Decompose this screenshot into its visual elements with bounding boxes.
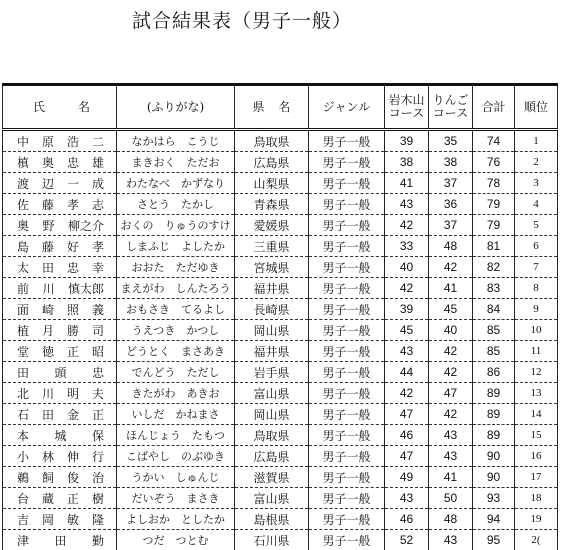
name-char: 頭 [54, 364, 66, 381]
header-course1-line: コース [385, 107, 428, 120]
name-char: 行 [92, 448, 104, 465]
cell-pref: 鳥取県 [235, 425, 309, 446]
cell-genre: 男子一般 [309, 299, 385, 320]
name-char: 藤 [42, 196, 54, 213]
cell-course2: 38 [429, 152, 473, 173]
cell-total: 95 [473, 530, 515, 550]
name-char: 忠 [67, 259, 79, 276]
cell-pref: 山梨県 [235, 173, 309, 194]
cell-course2: 36 [429, 194, 473, 215]
cell-course1: 43 [385, 341, 429, 362]
cell-kana: こばやし のぶゆき [117, 446, 235, 467]
cell-name [3, 341, 117, 362]
name-char: 奥 [42, 154, 54, 171]
name-char: 一 [67, 175, 79, 192]
cell-rank: 14 [515, 404, 558, 425]
table-row [3, 278, 558, 299]
cell-pref: 石川県 [235, 530, 309, 550]
cell-rank: 18 [515, 488, 558, 509]
cell-name [3, 236, 117, 257]
table-row [3, 299, 558, 320]
name-char: 林 [42, 448, 54, 465]
table-row [3, 530, 558, 550]
name-char: 面 [17, 301, 29, 318]
name-char: 二 [92, 133, 104, 150]
cell-name [3, 320, 117, 341]
name-char: 前 [17, 280, 29, 297]
table-row [3, 236, 558, 257]
cell-rank: 5 [515, 215, 558, 236]
cell-genre: 男子一般 [309, 152, 385, 173]
cell-name [3, 194, 117, 215]
name-char: 奥 [17, 217, 29, 234]
cell-total: 79 [473, 215, 515, 236]
table-row [3, 194, 558, 215]
name-char: 北 [17, 385, 29, 402]
cell-name [3, 362, 117, 383]
cell-course2: 37 [429, 173, 473, 194]
cell-pref: 広島県 [235, 152, 309, 173]
header-course1 [385, 85, 429, 130]
cell-genre: 男子一般 [309, 278, 385, 299]
cell-total: 83 [473, 278, 515, 299]
name-char: 石 [17, 406, 29, 423]
cell-genre: 男子一般 [309, 425, 385, 446]
cell-pref: 福井県 [235, 278, 309, 299]
cell-genre: 男子一般 [309, 446, 385, 467]
cell-kana: うえつき かつし [117, 320, 235, 341]
table-row [3, 341, 558, 362]
cell-pref: 広島県 [235, 446, 309, 467]
cell-kana: どうとく まさあき [117, 341, 235, 362]
table-row [3, 215, 558, 236]
cell-kana: わたなべ かずなり [117, 173, 235, 194]
cell-course2: 43 [429, 530, 473, 550]
name-char: 勤 [92, 532, 104, 549]
table-row [3, 257, 558, 278]
name-char: 成 [92, 175, 104, 192]
cell-kana: でんどう ただし [117, 362, 235, 383]
cell-rank: 6 [515, 236, 558, 257]
cell-course1: 44 [385, 362, 429, 383]
cell-pref: 岡山県 [235, 320, 309, 341]
name-char: 中 [17, 133, 29, 150]
cell-course1: 46 [385, 425, 429, 446]
cell-pref: 三重県 [235, 236, 309, 257]
name-char: 小 [17, 448, 29, 465]
name-char: 正 [67, 490, 79, 507]
name-char: 敏 [67, 511, 79, 528]
cell-pref: 島根県 [235, 509, 309, 530]
name-char: 金 [67, 406, 79, 423]
cell-course1: 40 [385, 257, 429, 278]
cell-kana: ほんじょう たもつ [117, 425, 235, 446]
cell-genre: 男子一般 [309, 257, 385, 278]
cell-genre: 男子一般 [309, 215, 385, 236]
cell-name [3, 488, 117, 509]
cell-course2: 40 [429, 320, 473, 341]
cell-genre: 男子一般 [309, 530, 385, 550]
name-char: 隆 [92, 511, 104, 528]
name-char: 吉 [17, 511, 29, 528]
name-char: 月 [42, 322, 54, 339]
name-char: 幸 [92, 259, 104, 276]
cell-kana: さとう たかし [117, 194, 235, 215]
header-name [3, 85, 117, 130]
cell-genre: 男子一般 [309, 341, 385, 362]
table-row [3, 404, 558, 425]
cell-pref: 滋賀県 [235, 467, 309, 488]
cell-rank: 2 [515, 152, 558, 173]
name-char: 志 [92, 196, 104, 213]
cell-course1: 38 [385, 152, 429, 173]
cell-rank: 9 [515, 299, 558, 320]
cell-course1: 47 [385, 404, 429, 425]
cell-total: 85 [473, 320, 515, 341]
cell-course1: 46 [385, 509, 429, 530]
cell-kana: おくの りゅうのすけ [117, 215, 235, 236]
cell-pref: 岡山県 [235, 404, 309, 425]
cell-rank: 17 [515, 467, 558, 488]
header-kana: (ふりがな) [117, 85, 235, 130]
cell-course2: 48 [429, 509, 473, 530]
cell-genre: 男子一般 [309, 467, 385, 488]
cell-name [3, 130, 117, 152]
name-char: 田 [42, 259, 54, 276]
table-row [3, 488, 558, 509]
header-name-part: 氏 [33, 101, 45, 114]
cell-pref: 鳥取県 [235, 130, 309, 152]
cell-rank: 1 [515, 130, 558, 152]
cell-kana: いしだ かねまさ [117, 404, 235, 425]
header-pref [235, 85, 309, 130]
cell-kana: きたがわ あきお [117, 383, 235, 404]
name-char: 野 [42, 217, 54, 234]
cell-genre: 男子一般 [309, 383, 385, 404]
header-genre: ジャンル [309, 85, 385, 130]
cell-genre: 男子一般 [309, 362, 385, 383]
results-table [2, 83, 558, 550]
table-row [3, 509, 558, 530]
cell-name [3, 446, 117, 467]
cell-pref: 富山県 [235, 383, 309, 404]
cell-course1: 45 [385, 320, 429, 341]
cell-course2: 37 [429, 215, 473, 236]
cell-genre: 男子一般 [309, 404, 385, 425]
cell-total: 89 [473, 404, 515, 425]
header-course2-line: りんご [429, 94, 472, 107]
name-char: 照 [67, 301, 79, 318]
cell-pref: 愛媛県 [235, 215, 309, 236]
cell-rank: 8 [515, 278, 558, 299]
name-char: 俊 [67, 469, 79, 486]
cell-name [3, 425, 117, 446]
cell-name [3, 383, 117, 404]
name-char: 田 [54, 532, 66, 549]
header-pref-part: 県 [252, 101, 264, 114]
cell-pref: 福井県 [235, 341, 309, 362]
name-char: 司 [92, 322, 104, 339]
name-char: 本 [17, 427, 29, 444]
cell-kana: おもさき てるよし [117, 299, 235, 320]
cell-kana: うかい しゅんじ [117, 467, 235, 488]
cell-total: 86 [473, 362, 515, 383]
cell-course2: 43 [429, 446, 473, 467]
cell-course1: 41 [385, 173, 429, 194]
header-rank: 順位 [515, 85, 558, 130]
cell-course1: 43 [385, 194, 429, 215]
name-char: 堂 [17, 343, 29, 360]
name-char: 正 [67, 343, 79, 360]
results-body [3, 130, 558, 550]
name-char: 昭 [92, 343, 104, 360]
cell-total: 84 [473, 299, 515, 320]
cell-kana: まきおく ただお [117, 152, 235, 173]
name-char: 城 [54, 427, 66, 444]
cell-kana: おおた ただゆき [117, 257, 235, 278]
cell-rank: 13 [515, 383, 558, 404]
cell-total: 74 [473, 130, 515, 152]
cell-rank: 12 [515, 362, 558, 383]
cell-genre: 男子一般 [309, 194, 385, 215]
name-char: 藤 [42, 238, 54, 255]
cell-pref: 富山県 [235, 488, 309, 509]
table-row [3, 362, 558, 383]
header-total: 合計 [473, 85, 515, 130]
cell-kana: まえがわ しんたろう [117, 278, 235, 299]
cell-total: 81 [473, 236, 515, 257]
cell-course1: 52 [385, 530, 429, 550]
cell-course2: 42 [429, 341, 473, 362]
cell-name [3, 299, 117, 320]
name-char: 徳 [42, 343, 54, 360]
cell-name [3, 467, 117, 488]
name-char: 田 [17, 364, 29, 381]
cell-kana: しまふじ よしたか [117, 236, 235, 257]
cell-course1: 39 [385, 299, 429, 320]
name-char: 辺 [42, 175, 54, 192]
cell-total: 79 [473, 194, 515, 215]
cell-course2: 41 [429, 278, 473, 299]
cell-total: 82 [473, 257, 515, 278]
name-char: 植 [17, 322, 29, 339]
cell-pref: 宮城県 [235, 257, 309, 278]
cell-rank: 16 [515, 446, 558, 467]
cell-course2: 45 [429, 299, 473, 320]
cell-course1: 42 [385, 278, 429, 299]
cell-pref: 岩手県 [235, 362, 309, 383]
cell-rank: 7 [515, 257, 558, 278]
table-row [3, 152, 558, 173]
name-char: 崎 [42, 301, 54, 318]
header-course2-line: コース [429, 107, 472, 120]
cell-name [3, 257, 117, 278]
name-char: 蔵 [42, 490, 54, 507]
cell-total: 94 [473, 509, 515, 530]
name-char: 台 [17, 490, 29, 507]
cell-total: 76 [473, 152, 515, 173]
cell-rank: 3 [515, 173, 558, 194]
cell-total: 90 [473, 446, 515, 467]
name-char: 柳之介 [68, 217, 104, 234]
cell-course2: 43 [429, 425, 473, 446]
name-char: 鵜 [17, 469, 29, 486]
cell-course1: 33 [385, 236, 429, 257]
name-char: 渡 [17, 175, 29, 192]
name-char: 津 [17, 532, 29, 549]
cell-name [3, 173, 117, 194]
cell-genre: 男子一般 [309, 488, 385, 509]
header-row [3, 85, 558, 130]
name-char: 慎太郎 [68, 280, 104, 297]
name-char: 忠 [67, 154, 79, 171]
name-char: 保 [92, 427, 104, 444]
table-row [3, 383, 558, 404]
name-char: 川 [42, 385, 54, 402]
cell-pref: 青森県 [235, 194, 309, 215]
table-row [3, 130, 558, 152]
cell-kana: つだ つとむ [117, 530, 235, 550]
name-char: 孝 [67, 196, 79, 213]
cell-genre: 男子一般 [309, 130, 385, 152]
cell-genre: 男子一般 [309, 236, 385, 257]
cell-pref: 長崎県 [235, 299, 309, 320]
cell-course1: 49 [385, 467, 429, 488]
cell-rank: 10 [515, 320, 558, 341]
cell-genre: 男子一般 [309, 320, 385, 341]
name-char: 義 [92, 301, 104, 318]
cell-name [3, 530, 117, 550]
header-course2 [429, 85, 473, 130]
table-row [3, 467, 558, 488]
cell-course1: 42 [385, 383, 429, 404]
cell-total: 78 [473, 173, 515, 194]
name-char: 太 [17, 259, 29, 276]
name-char: 正 [92, 406, 104, 423]
table-row [3, 320, 558, 341]
name-char: 浩 [67, 133, 79, 150]
cell-total: 89 [473, 425, 515, 446]
name-char: 孝 [92, 238, 104, 255]
cell-course1: 42 [385, 215, 429, 236]
name-char: 治 [92, 469, 104, 486]
cell-total: 90 [473, 467, 515, 488]
header-pref-part: 名 [279, 101, 291, 114]
cell-name [3, 404, 117, 425]
cell-name [3, 152, 117, 173]
cell-name [3, 215, 117, 236]
cell-rank: 4 [515, 194, 558, 215]
cell-course2: 41 [429, 467, 473, 488]
name-char: 飼 [42, 469, 54, 486]
page-title: 試合結果表（男子一般） [132, 6, 352, 33]
name-char: 好 [67, 238, 79, 255]
cell-course2: 42 [429, 257, 473, 278]
name-char: 川 [42, 280, 54, 297]
header-name-part: 名 [78, 101, 90, 114]
cell-course2: 47 [429, 383, 473, 404]
cell-total: 89 [473, 383, 515, 404]
cell-genre: 男子一般 [309, 173, 385, 194]
cell-name [3, 278, 117, 299]
name-char: 忠 [92, 364, 104, 381]
name-char: 佐 [17, 196, 29, 213]
cell-course2: 50 [429, 488, 473, 509]
cell-kana: だいぞう まさき [117, 488, 235, 509]
cell-rank: 11 [515, 341, 558, 362]
table-row [3, 425, 558, 446]
header-course1-line: 岩木山 [385, 94, 428, 107]
cell-course2: 42 [429, 362, 473, 383]
cell-name [3, 509, 117, 530]
cell-kana: よしおか としたか [117, 509, 235, 530]
cell-course2: 35 [429, 130, 473, 152]
cell-rank: 15 [515, 425, 558, 446]
name-char: 田 [42, 406, 54, 423]
cell-kana: なかはら こうじ [117, 130, 235, 152]
cell-course2: 48 [429, 236, 473, 257]
name-char: 槙 [17, 154, 29, 171]
cell-rank: 2( [515, 530, 558, 550]
cell-course1: 43 [385, 488, 429, 509]
name-char: 雄 [92, 154, 104, 171]
name-char: 夫 [92, 385, 104, 402]
table-row [3, 446, 558, 467]
name-char: 岡 [42, 511, 54, 528]
table-row [3, 173, 558, 194]
cell-total: 85 [473, 341, 515, 362]
name-char: 伸 [67, 448, 79, 465]
cell-genre: 男子一般 [309, 509, 385, 530]
name-char: 明 [67, 385, 79, 402]
name-char: 勝 [67, 322, 79, 339]
cell-total: 93 [473, 488, 515, 509]
cell-course2: 42 [429, 404, 473, 425]
cell-rank: 19 [515, 509, 558, 530]
name-char: 樹 [92, 490, 104, 507]
name-char: 島 [17, 238, 29, 255]
cell-course1: 39 [385, 130, 429, 152]
cell-course1: 47 [385, 446, 429, 467]
name-char: 原 [42, 133, 54, 150]
